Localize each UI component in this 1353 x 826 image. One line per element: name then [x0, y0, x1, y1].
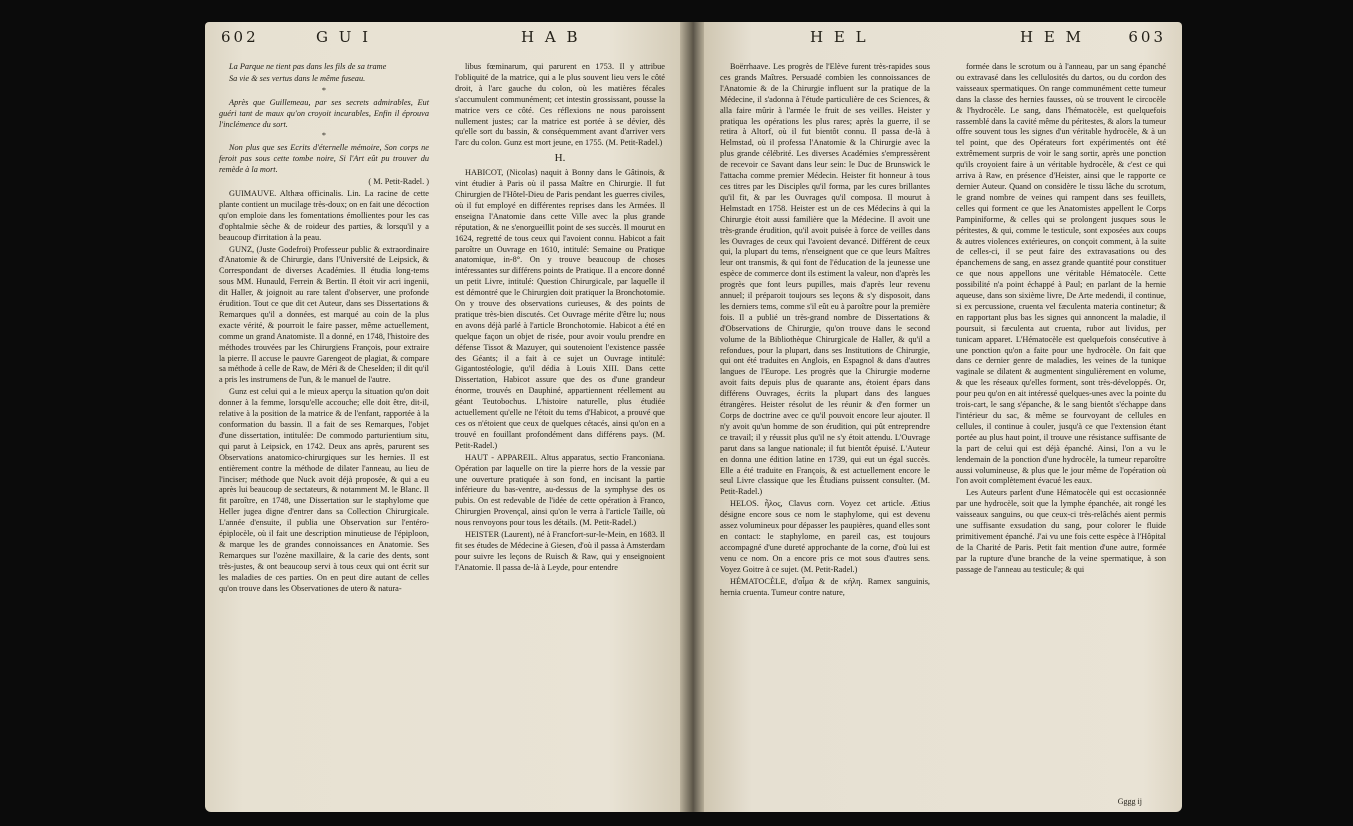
header-right-right: H E M [1020, 28, 1084, 46]
paragraph: Après que Guillemeau, par ses secrets admirables, Eut guéri tant de maux qu'on croyoit incurables, Enfin il éprouva l'inclémence du sort. [219, 97, 429, 129]
paragraph: * [321, 85, 327, 95]
header-left-left: G U I [316, 28, 372, 46]
paragraph: HÉMATOCÈLE, d'αἷμα & de κήλη. Ramex sanguinis, hernia cruenta. Tumeur contre nature, [720, 576, 930, 597]
right-page [704, 22, 1182, 812]
paragraph: HABICOT, (Nicolas) naquit à Bonny dans le Gâtinois, & vint étudier à Paris où il passa Maître en Chirurgie. Il fut Chirurgien de l'Hôtel-Dieu de Paris pendant les guerres civiles, où il fut employé en différentes reprises dans les Armées. Il enseigna l'Anatomie dans cette Ville avec la plus grande réputation, & ne s'enorgueillit point de ses succès. Il mourut en 1624, regretté de tous ceux qui l'avoient connu. Habicot a fait paroître un Ouvrage en 1610, intitulé: Semaine ou Pratique anatomique, in-8°. On y trouve beaucoup de choses intéressantes sur différens points de Pratique. Il a encore donné un petit Livre, intitulé: Question Chirurgicale, par laquelle il est démontré que le Chirurgien doit pratiquer la Bronchotomie. On y trouve des observations curieuses, & des points de pratique très-bien discutés. Cet Ouvrage mérite d'être lu; nous en avons déjà parlé à l'article Bronchotomie. Habicot a été en quelque façon un objet de risée, pour avoir voulu prendre en défense Tissot & Mazuyer, qui soutenoient l'existence passée des Géants; il a fait à ce sujet un Ouvrage intitulé: Gigantostéologie, qu'il dédia à Louis XIII. Dans cette Dissertation, Habicot assure que des os d'une grandeur énorme, trouvés en Dauphiné, appartiennent réellement au géant Teutobochus. L'histoire naturelle, plus étudiée actuellement qu'elle ne l'étoit du tems d'Habicot, a prouvé que ces os n'étoient que ceux de quelques cétacés, ainsi qu'on en a trouvé en fouillant profondément dans différens pays. (M. Petit-Radel.) [455, 168, 665, 450]
left-column-1 [219, 62, 429, 596]
paragraph: GUIMAUVE. Althæa officinalis. Lin. La racine de cette plante contient un mucilage très-doux; on en fait une décoction qu'on emploie dans les fomentations émollientes pour les cas d'ophtalmie sèche & de roideur des parties, & lorsqu'il y a beaucoup d'irritation à la peau. [219, 188, 429, 242]
paragraph: ( M. Petit-Radel. ) [368, 177, 429, 187]
paragraph: Boërrhaave. Les progrès de l'Elève furent très-rapides sous ces grands Maîtres. Persuadé combien les connoissances de l'Anatomie & de la Chirurgie influent sur la pratique de la Médecine, il s'adonna à l'étude particulière de ces Sciences, & alla faire mûrir à l'armée le fruit de ses veilles. Heister y pratiqua les opérations les plus rares; après la guerre, il se retira à Altorf, où il fut bientôt connu. Il passa de-là à Helmstad, où il professa l'Anatomie & la Chirurgie avec la plus grande célébrité. Les diverses Académies s'empressèrent de recevoir ce Savant dans leur sein: le Duc de Brunswick le l'attacha comme premier Médecin. Heister fit honneur à tous ces titres par les Disciples qu'il forma, par les cures brillantes qu'il fit, & par les Ouvrages qu'il composa. Il mourut à Helmstadt en 1758. Heister est un de ces Médecins à qui la Chirurgie étoit aussi familière que la Médecine. Il avoit une très-grande érudition, qu'il avoit puisée à force de veilles dans les Ouvrages de ceux qui l'avoient devancé. Différent de ceux qui, la plupart du tems, n'enseignent que ce que leurs Maîtres leur ont transmis, & qui font de l'éducation de la jeunesse une espèce de commerce dont ils estiment la valeur, non d'après les progrès que font leurs pupilles, mais d'après leur revenu annuel; il préparoit toujours ses leçons & s'y disposoit, dans les derniers tems, comme s'il eût eu à paroître pour la première fois. Il a publié un très-grand nombre de Dissertations & d'Observations de Chirurgie, qu'on trouve dans le second volume de la Bibliothèque Chirurgicale de Haller, & qu'il a refondues, pour la plupart, dans ses Institutions de Chirurgie, qui ont été traduites en Anglois, en Espagnol & dans d'autres langues de l'Europe. Les progrès que la Chirurgie moderne avoit faits depuis plus de quarante ans, étoient épars dans différens Ouvrages, écrits la plupart dans des langues étrangères. Heister résolut de les réunir & d'en former un Corps de doctrine avec ce qu'il pouvoit encore leur ajouter. Il n'y avoit qu'un homme de son érudition, qui pût entreprendre ce travail; il y réussit plus qu'il ne s'y étoit attendu. L'Ouvrage parut dans sa langue nationale; il fut bientôt épuisé. L'Auteur en donna une édition latine en 1739, qui eut un égal succès. Elle a été traduite en François, & est actuellement encore le seul Livre classique que les Étudians puissent consulter. (M. Petit-Radel.) [720, 62, 930, 497]
left-page [205, 22, 680, 812]
page-number-right: 603 [1128, 28, 1166, 46]
right-column-2 [956, 62, 1166, 577]
paragraph: formée dans le scrotum ou à l'anneau, par un sang épanché ou extravasé dans les cellulosités du dartos, ou du cordon des vaisseaux spermatiques. On range communément cette tumeur dans la classe des hernies fausses, où se trouvent le circocèle & l'hydrocèle. Le sang, dans l'hématocèle, est quelquefois rassemblé dans la cavité même du péritestes, & alors la tumeur offre souvent tous les signes d'un véritable hydrocèle, & à un tel point, que des Opérateurs fort expérimentés ont été extrêmement surpris de voir le sang sortir, après une ponction qu'ils croyoient faire à un véritable hydrocèle, & c'est ce qui arriva à Raw, en présence d'Heister, ainsi que le rapporte ce dernier Auteur. Quand on considère le tissu lâche du scrotum, le grand nombre de veines qui rampent dans ses feuillets, celles qui forment ce que les Anatomistes appellent le Corps Pampiniforme, & celles qui se prolongent jusques sous le péritestes, & qui, comme le testicule, sont exposées aux coups & autres violences extérieures, on conçoit comment, à la suite de celles-ci, il se peut faire des extravasations ou des épanchemens de sang, en assez grande quantité pour constituer ce que nous appellons une véritable Hématocèle. Cette possibilité n'a point échappé à Paul; en parlant de la hernie aqueuse, dans son sixième livre, De Arte medendi, il continue, si ex percussione, cruenta vel fæculenta materia continetur; & en rapportant plus bas les signes qui annoncent la maladie, il poursuit, si fæculenta aut cruenta, rubor aut lividus, per tunicam apparet. L'Hématocèle est quelquefois consécutive à une ponction qu'on a faite pour une hydrocèle. On fait que dans ce dernier genre de maladies, les veines de la tunique vaginale se dilatent & augmentent singulièrement en volume, & que les réseaux qu'elles forment, sont très-développés. Or, pour peu qu'on en ait intéressé quelques-unes avec la pointe du trois-cart, le sang s'épanche, & le sang bientôt s'échappe dans l'intérieur du sac, & même se fourvoyant de cellules en cellules, il continue à couler, jusqu'à ce que l'extension étant portée au plus haut point, il trouve une résistance suffisante de la part de celui qui est déjà épanché. Ainsi, l'on a vu le lendemain de la ponction d'une hydrocèle, la tumeur reparoître aussi volumineuse, & plus que le jour même de l'opération où l'on avoit complètement évacué les eaux. [956, 62, 1166, 486]
paragraph: libus fœminarum, qui parurent en 1753. Il y attribue l'obliquité de la matrice, qui a le plus souvent lieu vers le côté droit, à l'arc gauche du colon, où les matières fécales s'accumulent communément; cet intestin grossissant, pousse la matrice vers ce côté. Ces réflexions ne nous paroissent nullement justes; car la matrice est portée à se dévier, dès qu'elle sort du bassin, & conséquemment avant d'arriver vers l'arc du colon. Gunz est mort jeune, en 1755. (M. Petit-Radel.) [455, 62, 665, 148]
paragraph: HAUT - APPAREIL. Altus apparatus, sectio Franconiana. Opération par laquelle on tire la pierre hors de la vessie par une ouverture pratiquée à son fond, en incisant la partie inférieure du bas-ventre, au-dessus de la symphyse des os pubis. On est redevable de l'idée de cette opération à Franco, Chirurgien Provençal, ainsi qu'on le verra à l'article Taille, où nous renvoyons pour tous les détails. (M. Petit-Radel.) [455, 452, 665, 528]
page-number-left: 602 [221, 28, 259, 46]
paragraph: Non plus que ses Ecrits d'éternelle mémoire, Son corps ne feroit pas sous cette tombe noire, Si l'Art eût pu trouver du remède à la mort. [219, 143, 429, 175]
paragraph: * [321, 131, 327, 141]
paragraph: H. [554, 152, 566, 165]
book-gutter [680, 22, 704, 812]
right-running-head [720, 28, 1166, 52]
paragraph: HELOS. ἧλος, Clavus corn. Voyez cet article. Ætius désigne encore sous ce nom le staphylome, qui est devenu assez volumineux pour dépasser les paupières, quand elles sont en contact: le staphylome, en pareil cas, est toujours accompagné d'une dureté approchante de la corne, d'où lui est venu ce nom. On a encore pris ce mot sous d'autres sens. Voyez Goitre à ce sujet. (M. Petit-Radel.) [720, 499, 930, 574]
header-left-right: H A B [521, 28, 581, 46]
left-column-2 [455, 62, 665, 575]
paragraph: Sa vie & ses vertus dans le même fuseau. [229, 73, 366, 83]
paragraph: Gunz est celui qui a le mieux aperçu la situation qu'on doit donner à la femme, lorsqu'elle accouche; elle doit être, dit-il, relative à la position de la matrice & de l'enfant, rapportée à la conformation du bassin. Il a fait de ses Remarques, l'objet d'une dissertation, intitulée: De commodo parturientium situ, qui parut à Leipsick, en 1742. Deux ans après, parurent ses Observations anatomico-chirurgiques sur les hernies. Il est entièrement contre la méthode de dilater l'anneau, au lieu de l'inciser; méthode que Nuck avoit déjà proposée, & qui a eu après lui beaucoup de sectateurs, & notamment M. le Blanc. Il fit paroître, en 1748, une Dissertation sur le staphylome que Heller jugea digne d'entrer dans sa Collection Chirurgicale. L'année d'ensuite, il publia une Observation sur l'entéro-épiplocèle, où il fait une description minutieuse de l'épiploon, & marque les de grandes connoissances en Anatomie. Ses Remarques sur l'ozène maxillaire, & la carie des dents, sont très-justes, & ont beaucoup servi à tous ceux qui ont écrit sur les maladies de ces parties. On en peut dire autant de celles qu'on trouve dans les Observationes de utero & natura- [219, 387, 429, 593]
right-column-1 [720, 62, 930, 599]
paragraph: HEISTER (Laurent), né à Francfort-sur-le-Mein, en 1683. Il fit ses études de Médecine à Giesen, d'où il passa à Amsterdam pour suivre les leçons de Ruisch & Raw, qui y enseignoient l'Anatomie. Il passa de-là à Leyde, pour entendre [455, 530, 665, 572]
left-running-head [221, 28, 664, 52]
paragraph: Les Auteurs parlent d'une Hématocèle qui est occasionnée par une hydrocèle, soit que la lymphe épanchée, ait rongé les vaisseaux sanguins, ou que ceux-ci très-relâchés aient permis une suffisante exsudation du sang, pour colorer le fluide primitivement épanché. J'ai vu une fois cette espèce à l'Hôpital de la Charité de Paris. Petit fait mention d'une autre, formée par la rupture d'une branche de la veine spermatique, à son passage de l'anneau au testicule; & qui [956, 488, 1166, 574]
catchword: Gggg ij [1117, 797, 1142, 806]
paragraph: GUNZ, (Juste Godefroi) Professeur public & extraordinaire d'Anatomie & de Chirurgie, dans l'Université de Leipsick, & Correspondant de diverses Académies. Il étudia long-tems sous MM. Hunauld, Ferrein & Bertin. Il étoit vir acri ingenii, dit Haller, & joignoit au rare talent d'observer, une profonde érudition. Tout ce que dit cet Auteur, dans ses Dissertations & Remarques qu'il a données, est marqué au coin de la plus exacte vérité, & pourroit le faire passer, même actuellement, comme un grand Anatomiste. Il a donné, en 1748, l'histoire des méthodes trouvées par les Chirurgiens François, pour extraire la pierre. Il accuse le pauvre Garengeot de plagiat, & compare sa méthode à celle de Raw, de Méri & de Cheselden; il dit qu'il a pris les instrumens de l'un, & le manuel de l'autre. [219, 244, 429, 385]
paragraph: La Parque ne tient pas dans les fils de sa trame [229, 62, 387, 71]
header-right-left: H E L [810, 28, 869, 46]
